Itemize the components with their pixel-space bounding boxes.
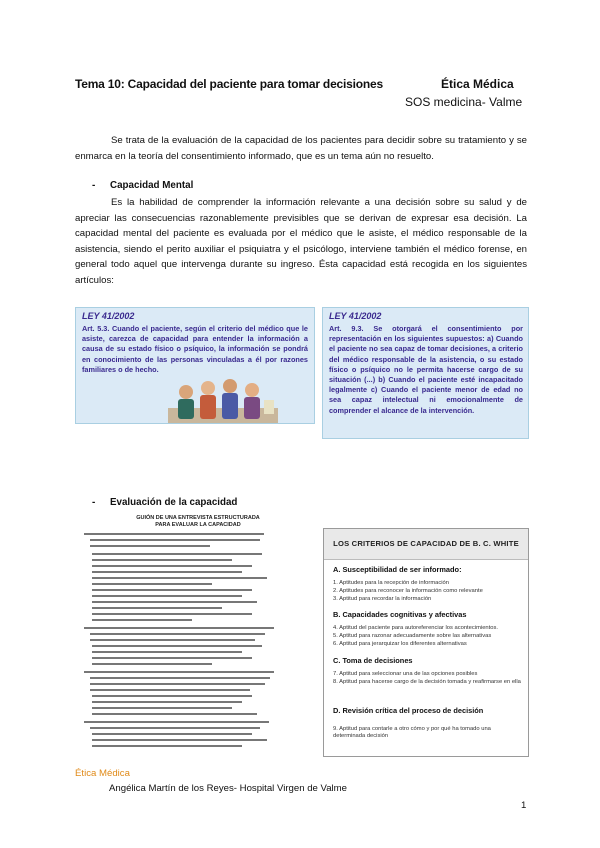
law-text: Art. 9.3. Se otorgará el consentimiento por representación en los siguientes supuestos: a) Cuando el paciente no sea capaz de tomar decisiones, a criterio del médico responsable de la asistencia, o su estado físico o psíquico no le permita hacerse cargo de su situación (...) b) Cuando el paciente esté incapacitado legalmente c) Cuando el paciente menor de edad no sea capaz intelectual ni emocionalmente de comprender el alcance de la intervención. (329, 324, 523, 415)
criteria-item: 9. Aptitud para contarle a otro cómo y por qué ha tomado una determinada decisión (333, 726, 491, 739)
scan-text-line (90, 689, 250, 691)
law-heading: LEY 41/2002 (329, 311, 382, 321)
scan-text-line (92, 657, 252, 659)
scan-text-line (92, 607, 222, 609)
scan-text-line (84, 533, 264, 535)
criteria-item: 4. Aptitud del paciente para autoreferenciar los acontecimientos. (333, 625, 498, 631)
law-article-9-3-image (322, 307, 529, 439)
scan-text-line (84, 671, 274, 673)
scan-text-line (92, 745, 242, 747)
scan-text-line (90, 545, 210, 547)
criteria-item: 7. Aptitud para seleccionar una de las opciones posibles (333, 671, 478, 677)
scan-text-line (90, 633, 265, 635)
document-title: Tema 10: Capacidad del paciente para tomar decisiones (75, 77, 383, 91)
criteria-item: 1. Aptitudes para la recepción de información (333, 580, 450, 586)
scan-text-line (92, 559, 232, 561)
scan-text-line (92, 583, 212, 585)
scan-text-line (92, 619, 192, 621)
scan-text-line (92, 577, 267, 579)
section-heading-evaluacion: Evaluación de la capacidad (110, 497, 238, 508)
criteria-item: 8. Aptitud para hacerse cargo de la decisión tomada y reafirmarse en ella (333, 679, 521, 685)
bullet-dash-1: - (92, 180, 96, 191)
capacidad-mental-paragraph: Es la habilidad de comprender la información relevante a una decisión sobre su salud y de apreciar las consecuencias razonablemente previsibles que se derivan de expresar esa decisión. La capacidad mental del paciente es evaluada por el médico que le asiste, el médico responsable de la asistencia, siendo el perito auxiliar el psiquiatra y el psicólogo, interviene también el médico forense, en general todo aquel que intervenga durante su ingreso. Ésta capacidad está recogida en los siguientes artículos: (75, 197, 527, 286)
scan-text-line (84, 627, 274, 629)
scan-text-line (92, 651, 242, 653)
section-heading-capacidad-mental: Capacidad Mental (110, 180, 194, 191)
scan-text-line (92, 595, 242, 597)
criteria-item: 3. Aptitud para recordar la información (333, 596, 432, 602)
people-illustration (168, 370, 278, 424)
criteria-item: 5. Aptitud para razonar adecuadamente sobre las alternativas (333, 633, 492, 639)
scan-text-line (92, 613, 252, 615)
scan-text-line (92, 713, 257, 715)
scan-text-line (92, 733, 252, 735)
law-heading: LEY 41/2002 (82, 311, 135, 321)
scan-title (108, 515, 288, 529)
document-source: SOS medicina- Valme (405, 95, 523, 109)
scan-text-line (92, 701, 242, 703)
interview-script-scan (78, 515, 308, 755)
scan-text-line (92, 589, 252, 591)
footer-author: Angélica Martín de los Reyes- Hospital Virgen de Valme (109, 783, 348, 794)
white-table-title: LOS CRITERIOS DE CAPACIDAD DE B. C. WHITE (324, 529, 528, 560)
scan-text-line (92, 565, 252, 567)
scan-text-line (90, 727, 260, 729)
footer-subject: Ética Médica (75, 768, 130, 779)
scan-text-line (92, 553, 262, 555)
scan-title-line-1: GUIÓN DE UNA ENTREVISTA ESTRUCTURADA (136, 515, 260, 521)
criteria-heading-d: D. Revisión crítica del proceso de decisión (333, 706, 484, 715)
scan-text-line (92, 739, 267, 741)
scan-text-line (92, 663, 212, 665)
scan-text-line (92, 645, 262, 647)
intro-paragraph: Se trata de la evaluación de la capacidad de los pacientes para decidir sobre su tratamiento y se enmarca en la teoría del consentimiento informado, que es un tema aún no resuelto. (75, 135, 527, 162)
scan-text-line (90, 677, 270, 679)
page-number: 1 (521, 800, 527, 811)
scan-text-line (90, 539, 260, 541)
law-article-5-3-image (75, 307, 315, 424)
criteria-heading-c: C. Toma de decisiones (333, 656, 413, 665)
scan-text-line (92, 601, 257, 603)
scan-text-line (90, 639, 255, 641)
scan-text-line (92, 571, 242, 573)
scan-text-line (92, 707, 232, 709)
criteria-item: 2. Aptitudes para reconocer la información como relevante (333, 588, 483, 594)
bullet-dash-2: - (92, 497, 96, 508)
law-text: Art. 5.3. Cuando el paciente, según el criterio del médico que le asiste, carezca de capacidad para entender la información a causa de su estado físico o psíquico, la información se pondrá en conocimiento de las personas vinculadas a él por razones familiares o de hecho. (82, 324, 308, 374)
criteria-heading-a: A. Susceptibilidad de ser informado: (333, 565, 462, 574)
white-criteria-table (323, 528, 529, 757)
criteria-heading-b: B. Capacidades cognitivas y afectivas (333, 610, 467, 619)
scan-text-line (90, 683, 265, 685)
scan-title-line-2: PARA EVALUAR LA CAPACIDAD (155, 522, 241, 528)
document-subject: Ética Médica (441, 77, 514, 91)
scan-text-line (84, 721, 269, 723)
scan-text-line (92, 695, 252, 697)
criteria-item: 6. Aptitud para jerarquizar los diferentes alternativas (333, 641, 467, 647)
